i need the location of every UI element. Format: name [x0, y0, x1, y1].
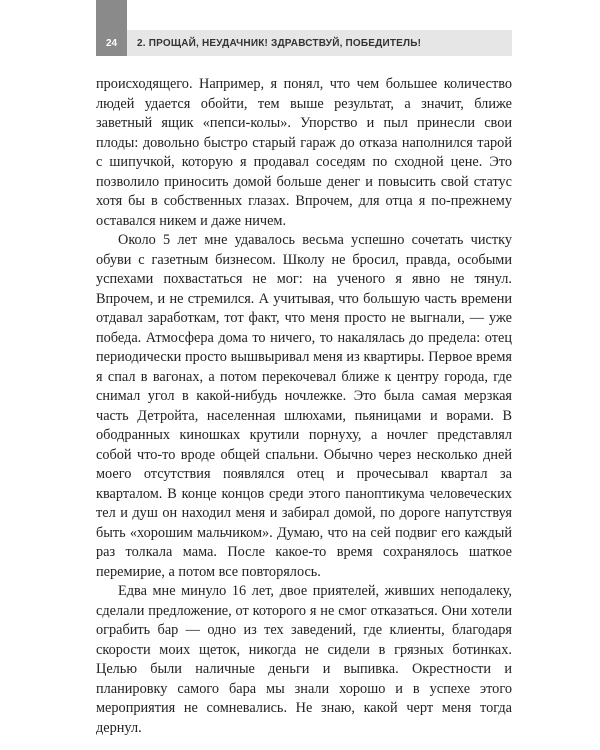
running-title: 2. ПРОЩАЙ, НЕУДАЧНИК! ЗДРАВСТВУЙ, ПОБЕДИТЕЛЬ! — [127, 30, 512, 56]
paragraph-3: Едва мне минуло 16 лет, двое приятелей, живших неподалеку, сделали предложение, от которого я не смог отказаться. Они хотели ограбить бар — одно из тех заведений, где клиенты, благодаря скорости моих щеток, никогда не сидели в грязных ботинках. Целью были наличные деньги и выпивка. Окрестности и планировку самого бара мы знали хорошо и в успехе этого мероприятия не сомневались. Не знаю, какой черт меня тогда дернул. — [96, 583, 512, 736]
body-text — [96, 75, 512, 738]
page-number: 24 — [96, 30, 127, 56]
page-number-tab-top — [96, 0, 127, 30]
paragraph-1: происходящего. Например, я понял, что чем большее количество людей удается обойти, тем выше результат, а значит, ближе заветный ящик «пепси-колы». Упорство и пыл принесли свои плоды: довольно быстро старый гараж до отказа наполнился тарой с шипучкой, которую я продавал соседям по сходной цене. Это позволило приносить домой больше денег и повысить свой статус хотя бы в собственных глазах. Впрочем, для отца я по-прежнему оставался никем и даже ничем. — [96, 76, 512, 229]
paragraph-2: Около 5 лет мне удавалось весьма успешно сочетать чистку обуви с газетным бизнесом. Школу не бросил, правда, особыми успехами похвастаться не мог: на ученого я явно не тянул. Впрочем, и не стремился. А учитывая, что большую часть времени отдавал заработкам, тот факт, что меня просто не выгнали, — уже победа. Атмосфера дома то ничего, то накалялась до предела: отец периодически просто вышвыривал меня из квартиры. Первое время я спал в вагонах, а потом перекочевал ближе к центру города, где снимал угол в какой-нибудь ночлежке. Это была самая мерзкая часть Детройта, населенная шлюхами, пьяницами и ворами. В ободранных киношках крутили порнуху, а ночлег представлял собой что-то вроде общей спальни. Обычно через несколько дней моего отсутствия появлялся отец и прочесывал квартал за кварталом. В конце концов среди этого паноптикума человеческих тел и душ он находил меня и забирал домой, по дороге напутствуя быть «хорошим мальчиком». Думаю, что на сей подвиг его каждый раз толкала мама. После какое-то время сохранялось шаткое перемирие, а потом все повторялось. — [96, 232, 512, 580]
page-header — [96, 30, 512, 56]
